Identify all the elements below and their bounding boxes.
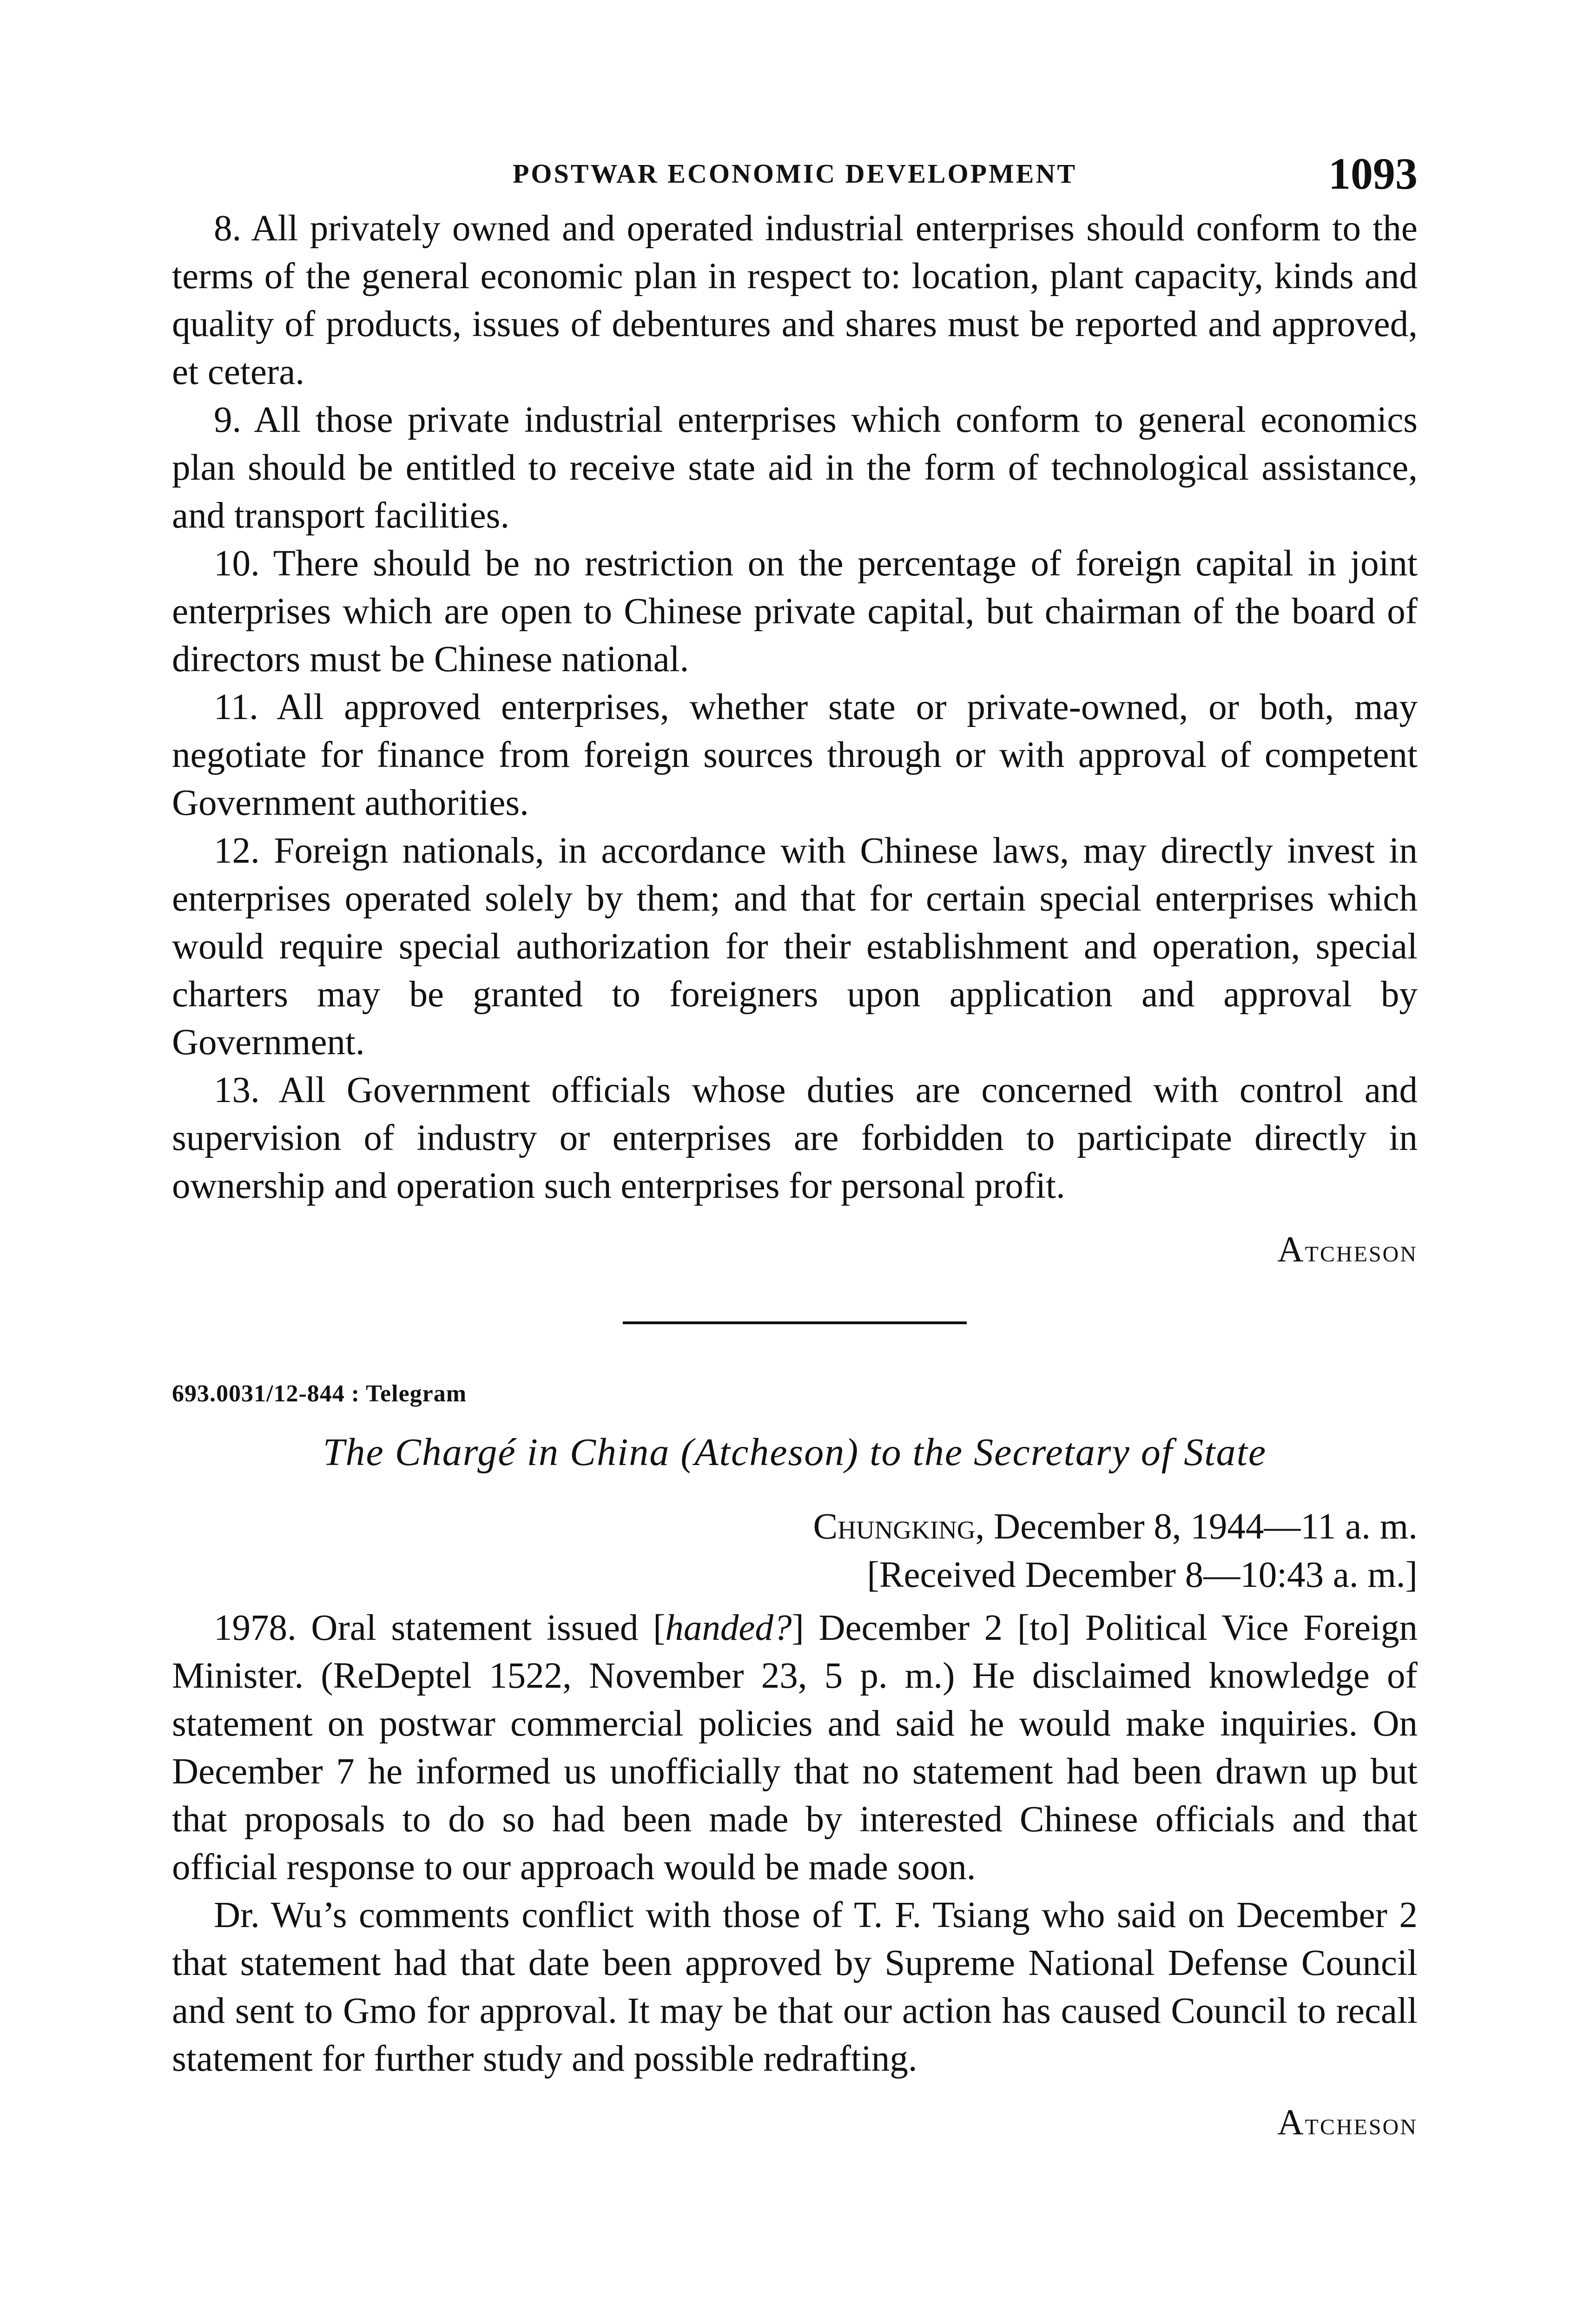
running-header bbox=[172, 149, 1418, 205]
telegram-paragraph-2: Dr. Wu’s comments conflict with those of T. F. Tsiang who said on December 2 that statement had that date been approved by Supreme National Defense Council and sent to Gmo for approval. It may be that our action has caused Council to recall statement for further study and possible redrafting. bbox=[172, 1895, 1418, 2079]
paragraph-item-11: 11. All approved enterprises, whether state or private-owned, or both, may negotiate for finance from foreign sources through or with approval of competent Government authorities. bbox=[172, 687, 1418, 823]
signature-atcheson-2 bbox=[172, 2101, 1418, 2143]
signature-rest-2: tcheson bbox=[1305, 2106, 1418, 2141]
telegram-paragraph-1-start: 1978. Oral statement issued [ bbox=[214, 1608, 666, 1648]
signature-atcheson bbox=[172, 1228, 1418, 1270]
page-number: 1093 bbox=[1328, 149, 1418, 198]
paragraph-item-10: 10. There should be no restriction on the percentage of foreign capital in joint enterprises which are open to Chinese private capital, but chairman of the board of directors must be Chinese national. bbox=[172, 543, 1418, 680]
file-reference: 693.0031/12-844 : Telegram bbox=[172, 1380, 467, 1407]
document-title: The Chargé in China (Atcheson) to the Secretary of State bbox=[323, 1431, 1267, 1474]
signature-initial: A bbox=[1277, 1229, 1305, 1269]
signature-initial-2: A bbox=[1277, 2102, 1305, 2142]
running-title: POSTWAR ECONOMIC DEVELOPMENT bbox=[512, 158, 1077, 189]
section-telegram bbox=[172, 1380, 1418, 2143]
telegram-body bbox=[172, 1604, 1418, 2083]
telegram-paragraph-1-italic: handed? bbox=[665, 1608, 792, 1648]
telegram-paragraph-1 bbox=[172, 1604, 1418, 1891]
paragraph-item-12: 12. Foreign nationals, in accordance with Chinese laws, may directly invest in enterprises operated solely by them; and that for certain special enterprises which would require special authorization for their establishment and operation, special charters may be granted to foreigners upon application and approval by Government. bbox=[172, 831, 1418, 1063]
dateline-date: , December 8, 1944—11 a. m. bbox=[975, 1506, 1418, 1547]
telegram-paragraph-1-rest: ] December 2 [to] Political Vice Foreign Minister. (ReDeptel 1522, November 23, 5 p. m.) He disclaimed knowledge of statement on postwar commercial policies and said he would make inquiries. On December 7 he informed us unofficially that no statement had been drawn up but that proposals to do so had been made by interested Chinese officials and that official response to our approach would be made soon. bbox=[172, 1608, 1418, 1888]
section-divider bbox=[623, 1321, 967, 1324]
dateline-sent bbox=[172, 1503, 1418, 1551]
paragraph-item-13: 13. All Government officials whose duties are concerned with control and supervision of industry or enterprises are forbidden to participate directly in ownership and operation such enterprises for personal profit. bbox=[172, 1070, 1418, 1206]
section-enterprise-rules bbox=[172, 205, 1418, 1270]
dateline-place: Chungking bbox=[813, 1506, 976, 1547]
signature-rest: tcheson bbox=[1305, 1233, 1418, 1268]
dateline-received: [Received December 8—10:43 a. m.] bbox=[867, 1555, 1418, 1595]
document-page bbox=[172, 149, 1418, 2143]
dateline bbox=[172, 1503, 1418, 1599]
paragraph-item-8: 8. All privately owned and operated industrial enterprises should conform to the terms of the general economic plan in respect to: location, plant capacity, kinds and quality of products, issues of debentures and shares must be reported and approved, et cetera. bbox=[172, 208, 1418, 392]
paragraph-item-9: 9. All those private industrial enterprises which conform to general economics plan should be entitled to receive state aid in the form of technological assistance, and transport facilities. bbox=[172, 400, 1418, 536]
